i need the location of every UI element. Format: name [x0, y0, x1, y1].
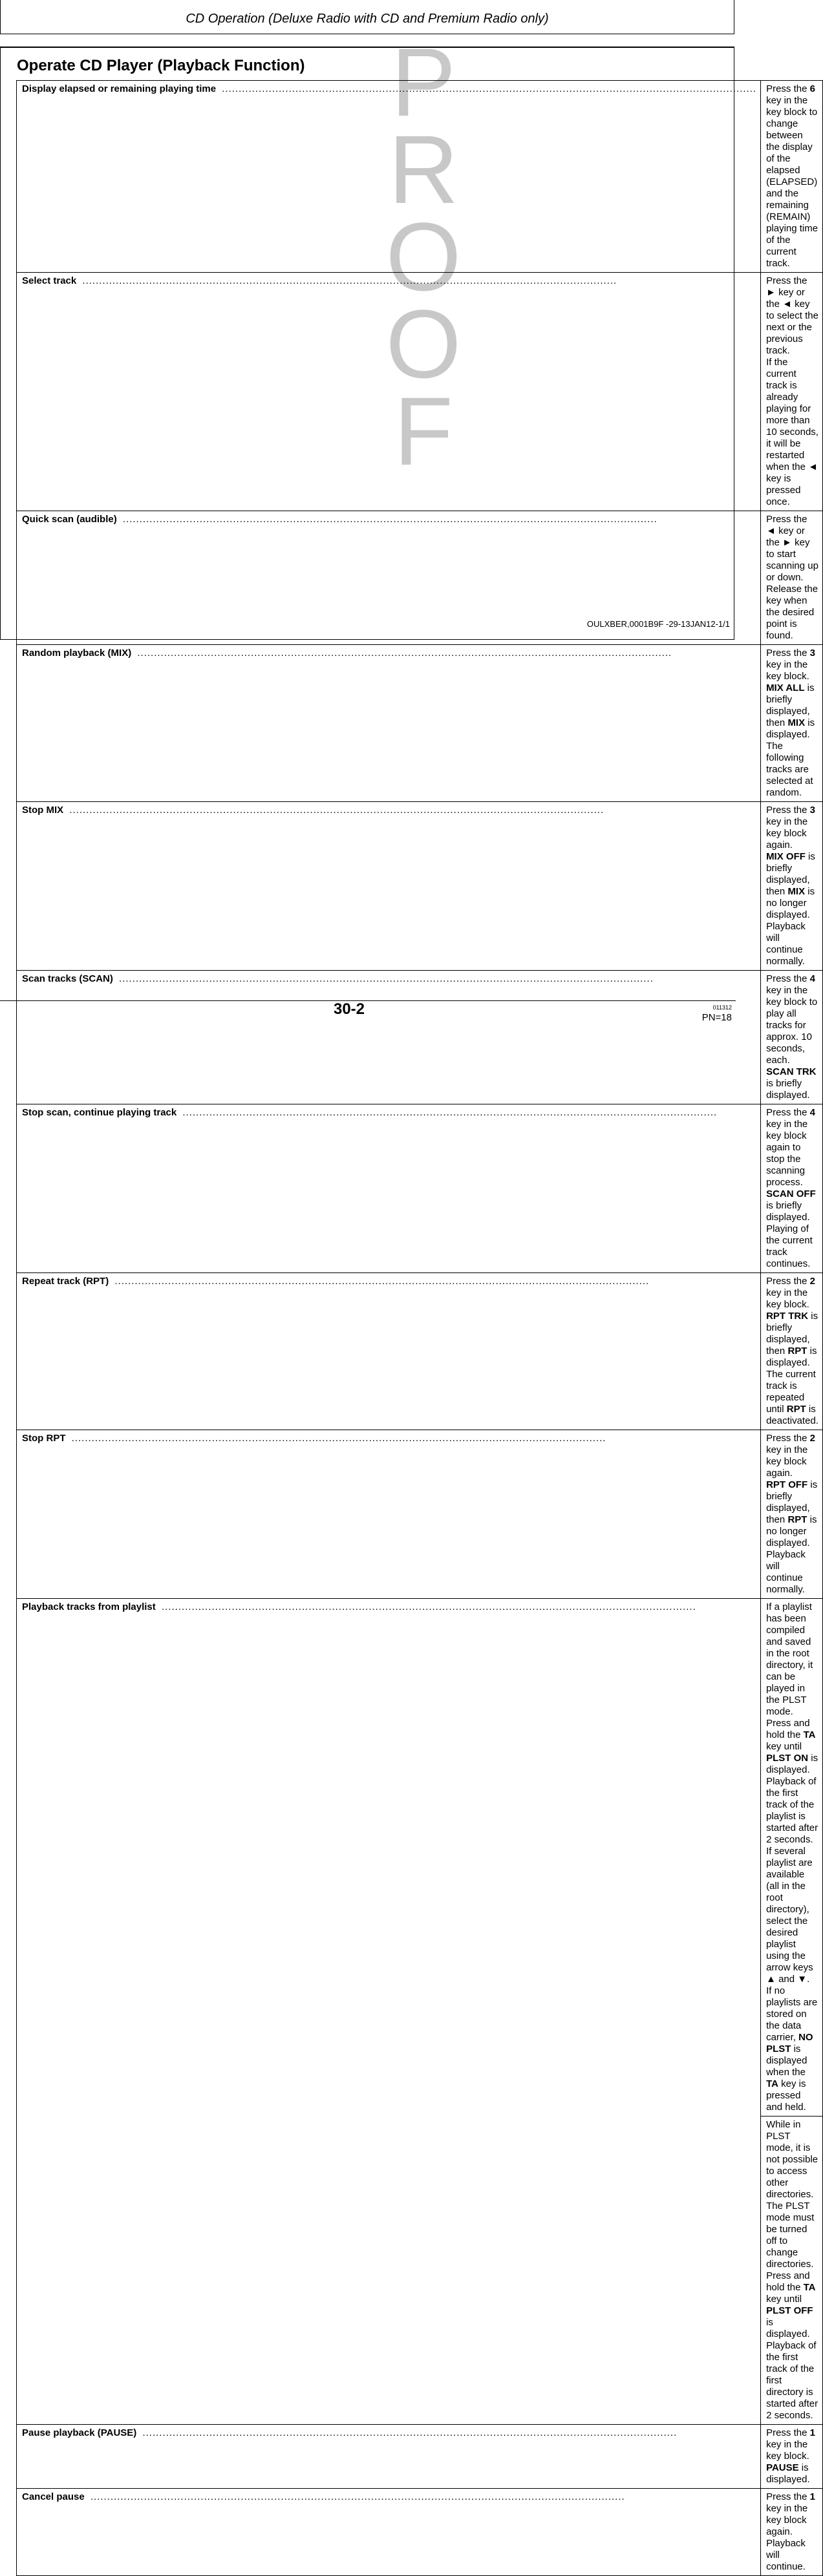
table-row — [17, 1273, 823, 1430]
description-text: Press the — [766, 2427, 810, 2438]
operation-label: Random playback (MIX) — [22, 648, 134, 659]
table-row — [17, 273, 823, 511]
description-text: Press the ► key or the ◄ key to select the next or the previous track. — [766, 275, 818, 356]
description-line — [766, 2119, 818, 2270]
page-header — [0, 0, 734, 34]
description-text: is briefly displayed. — [766, 1078, 810, 1101]
description-text: key in the key block. — [766, 2439, 809, 2462]
emphasis-text: TA — [766, 2078, 778, 2089]
page-number: 30-2 — [333, 1000, 365, 1018]
leader-dots: ................................................................................................................................................................ — [179, 1107, 718, 1118]
description-line — [766, 648, 818, 682]
description-line — [766, 1985, 818, 2113]
emphasis-text: RPT OFF — [766, 1479, 808, 1490]
document-reference: OULXBER,0001B9F -29-13JAN12-1/1 — [586, 619, 730, 629]
emphasis-text: NO PLST — [766, 2032, 813, 2054]
table-row — [17, 1104, 823, 1273]
emphasis-text: MIX OFF — [766, 851, 806, 862]
operation-label-cell — [17, 645, 761, 802]
description-text: is briefly displayed, then — [766, 1479, 818, 1525]
description-text: key is pressed and held. — [766, 2078, 806, 2113]
operation-label-cell — [17, 1273, 761, 1430]
emphasis-text: 2 — [809, 1276, 815, 1287]
emphasis-text: TA — [803, 1729, 816, 1740]
description-line — [766, 1066, 818, 1101]
operation-description-cell — [761, 2117, 823, 2425]
description-text: key in the key block again. — [766, 1444, 808, 1479]
emphasis-text: SCAN TRK — [766, 1066, 817, 1077]
emphasis-text: MIX ALL — [766, 682, 805, 693]
description-text: Press the — [766, 1433, 810, 1444]
description-text: Press and hold the — [766, 1718, 810, 1740]
description-text: Press the ◄ key or the ► key to start scanning up or down. Release the key when the desired point is found. — [766, 514, 818, 641]
emphasis-text: PLST OFF — [766, 2305, 813, 2316]
leader-dots: ................................................................................................................................................................ — [139, 2427, 678, 2438]
operation-description-cell — [761, 1599, 823, 2117]
emphasis-text: 3 — [809, 648, 815, 659]
table-row — [17, 802, 823, 971]
description-text: If several playlist are available (all in the root directory), select the desired playlist using the arrow keys ▲ and ▼. — [766, 1846, 813, 1985]
operation-label-cell — [17, 81, 761, 273]
leader-dots: ................................................................................................................................................................ — [219, 83, 757, 94]
description-line — [766, 2427, 818, 2486]
description-line — [766, 514, 818, 642]
emphasis-text: 3 — [809, 805, 815, 816]
operation-label: Scan tracks (SCAN) — [22, 973, 116, 984]
emphasis-text: TA — [803, 2282, 816, 2293]
leader-dots: ................................................................................................................................................................ — [115, 973, 654, 984]
operation-description-cell — [761, 802, 823, 971]
description-text: Press the — [766, 973, 810, 984]
emphasis-text: RPT — [786, 1404, 806, 1415]
description-text: key in the key block again. — [766, 816, 808, 850]
emphasis-text: MIX — [787, 886, 806, 897]
description-text: If no playlists are stored on the data carrier, — [766, 1985, 818, 2043]
description-text: is displayed when the — [766, 2043, 807, 2078]
description-line — [766, 275, 818, 357]
operation-label: Stop MIX — [22, 805, 66, 816]
description-line — [766, 1601, 818, 1718]
emphasis-text: 6 — [809, 83, 815, 94]
header-title: CD Operation (Deluxe Radio with CD and Premium Radio only) — [186, 12, 549, 26]
emphasis-text: PLST ON — [766, 1753, 809, 1764]
operation-label-cell — [17, 971, 761, 1104]
description-text: is displayed. Playback of the first track of the first directory is started after 2 seconds. — [766, 2317, 818, 2421]
emphasis-text: 2 — [809, 1433, 815, 1444]
description-text: key in the key block to change between the display of the elapsed (ELAPSED) and the remaining (REMAIN) playing time of the current track. — [766, 95, 818, 269]
description-line — [766, 357, 818, 508]
emphasis-text: RPT — [787, 1514, 807, 1525]
operation-label-cell — [17, 1599, 761, 2425]
operation-description-cell — [761, 1104, 823, 1273]
operation-description-cell — [761, 273, 823, 511]
operation-label: Pause playback (PAUSE) — [22, 2427, 139, 2438]
description-text: key in the key block to play all tracks for approx. 10 seconds, each. — [766, 985, 818, 1066]
operation-label: Playback tracks from playlist — [22, 1601, 158, 1612]
operation-description-cell — [761, 511, 823, 645]
table-row — [17, 1599, 823, 2117]
description-text: is no longer displayed. Playback will continue normally. — [766, 886, 815, 967]
table-row — [17, 645, 823, 802]
description-text: While in PLST mode, it is not possible to access other directories. The PLST mode must be turned off to change directories. — [766, 2119, 818, 2270]
operation-label: Stop RPT — [22, 1433, 69, 1444]
operation-description-cell — [761, 971, 823, 1104]
description-line — [766, 1107, 818, 1188]
watermark-letter: O — [385, 202, 462, 311]
watermark-letter: P — [390, 28, 456, 136]
operation-label-cell — [17, 2489, 761, 2576]
emphasis-text: 4 — [809, 1107, 815, 1118]
description-line — [766, 1846, 818, 1985]
emphasis-text: 1 — [809, 2427, 815, 2438]
table-row — [17, 81, 823, 273]
section-title: Operate CD Player (Playback Function) — [17, 57, 305, 74]
table-row — [17, 1430, 823, 1599]
operation-description-cell — [761, 2425, 823, 2489]
operation-label-cell — [17, 1104, 761, 1273]
description-text: is briefly displayed. Playing of the current track continues. — [766, 1200, 813, 1269]
date-code: 011312 — [712, 1004, 732, 1011]
operation-label: Display elapsed or remaining playing time — [22, 83, 219, 94]
operation-label-cell — [17, 1430, 761, 1599]
emphasis-text: 4 — [809, 973, 815, 984]
description-text: key in the key block. — [766, 1287, 809, 1310]
description-line — [766, 851, 818, 967]
description-text: is displayed. The current track is repeated until — [766, 1346, 817, 1415]
operation-description-cell — [761, 1430, 823, 1599]
operation-label: Quick scan (audible) — [22, 514, 120, 525]
description-line — [766, 83, 818, 269]
description-line — [766, 1276, 818, 1311]
emphasis-text: SCAN OFF — [766, 1188, 816, 1199]
description-text: is displayed. Playback of the first track of the playlist is started after 2 seconds. — [766, 1753, 818, 1845]
watermark-letter: O — [385, 290, 462, 398]
operation-description-cell — [761, 2489, 823, 2576]
description-line — [766, 1433, 818, 1479]
part-number: PN=18 — [701, 1012, 732, 1023]
table-row — [17, 2489, 823, 2576]
emphasis-text: MIX — [787, 717, 806, 728]
description-text: is no longer displayed. Playback will continue normally. — [766, 1514, 817, 1595]
description-line — [766, 2270, 818, 2422]
description-text: key in the key block again to stop the scanning process. — [766, 1119, 808, 1188]
description-text: is displayed. — [766, 2462, 810, 2485]
operation-description-cell — [761, 645, 823, 802]
description-text: key in the key block again. Playback will continue. — [766, 2503, 808, 2572]
description-text: key until — [766, 2294, 802, 2305]
operation-description-cell — [761, 1273, 823, 1430]
emphasis-text: RPT TRK — [766, 1311, 809, 1322]
table-row — [17, 971, 823, 1104]
description-line — [766, 973, 818, 1066]
description-text: is displayed. The following tracks are selected at random. — [766, 717, 815, 798]
description-text: key until — [766, 1741, 802, 1752]
table-row — [17, 2425, 823, 2489]
operation-label: Stop scan, continue playing track — [22, 1107, 179, 1118]
leader-dots: ................................................................................................................................................................ — [134, 648, 672, 659]
operations-table — [16, 80, 823, 2576]
leader-dots: ................................................................................................................................................................ — [158, 1601, 696, 1612]
leader-dots: ................................................................................................................................................................ — [68, 1433, 606, 1444]
description-line — [766, 1718, 818, 1846]
watermark-letter: R — [388, 115, 459, 224]
description-line — [766, 682, 818, 799]
description-text: Press and hold the — [766, 2270, 810, 2293]
leader-dots: ................................................................................................................................................................ — [79, 275, 617, 286]
description-text: is briefly displayed, then — [766, 851, 815, 897]
emphasis-text: 1 — [809, 2491, 815, 2502]
leader-dots: ................................................................................................................................................................ — [87, 2491, 625, 2502]
description-text: Press the — [766, 2491, 810, 2502]
description-text: is briefly displayed, then — [766, 682, 815, 728]
description-text: Press the — [766, 648, 810, 659]
description-text: Press the — [766, 805, 810, 816]
description-text: is briefly displayed, then — [766, 1311, 818, 1357]
leader-dots: ................................................................................................................................................................ — [119, 514, 657, 525]
description-text: key in the key block. — [766, 659, 809, 682]
description-line — [766, 1479, 818, 1596]
operation-label: Select track — [22, 275, 79, 286]
emphasis-text: RPT — [787, 1346, 807, 1357]
description-text: If the current track is already playing for more than 10 seconds, it will be restarted when the ◄ key is pressed once. — [766, 357, 818, 507]
description-line — [766, 2491, 818, 2573]
operation-label-cell — [17, 273, 761, 511]
description-text: Press the — [766, 83, 810, 94]
leader-dots: ................................................................................................................................................................ — [111, 1276, 650, 1287]
watermark-letter: F — [394, 377, 453, 485]
operation-label-cell — [17, 2425, 761, 2489]
description-line — [766, 1311, 818, 1427]
emphasis-text: PAUSE — [766, 2462, 799, 2473]
operation-label-cell — [17, 802, 761, 971]
description-text: Press the — [766, 1107, 810, 1118]
description-text: is deactivated. — [766, 1404, 818, 1426]
description-text: If a playlist has been compiled and saved in the root directory, it can be played in the PLST mode. — [766, 1601, 813, 1717]
operation-label: Cancel pause — [22, 2491, 87, 2502]
description-line — [766, 1188, 818, 1270]
operation-description-cell — [761, 81, 823, 273]
description-line — [766, 805, 818, 851]
leader-dots: ................................................................................................................................................................ — [66, 805, 604, 816]
description-text: Press the — [766, 1276, 810, 1287]
operation-label: Repeat track (RPT) — [22, 1276, 111, 1287]
